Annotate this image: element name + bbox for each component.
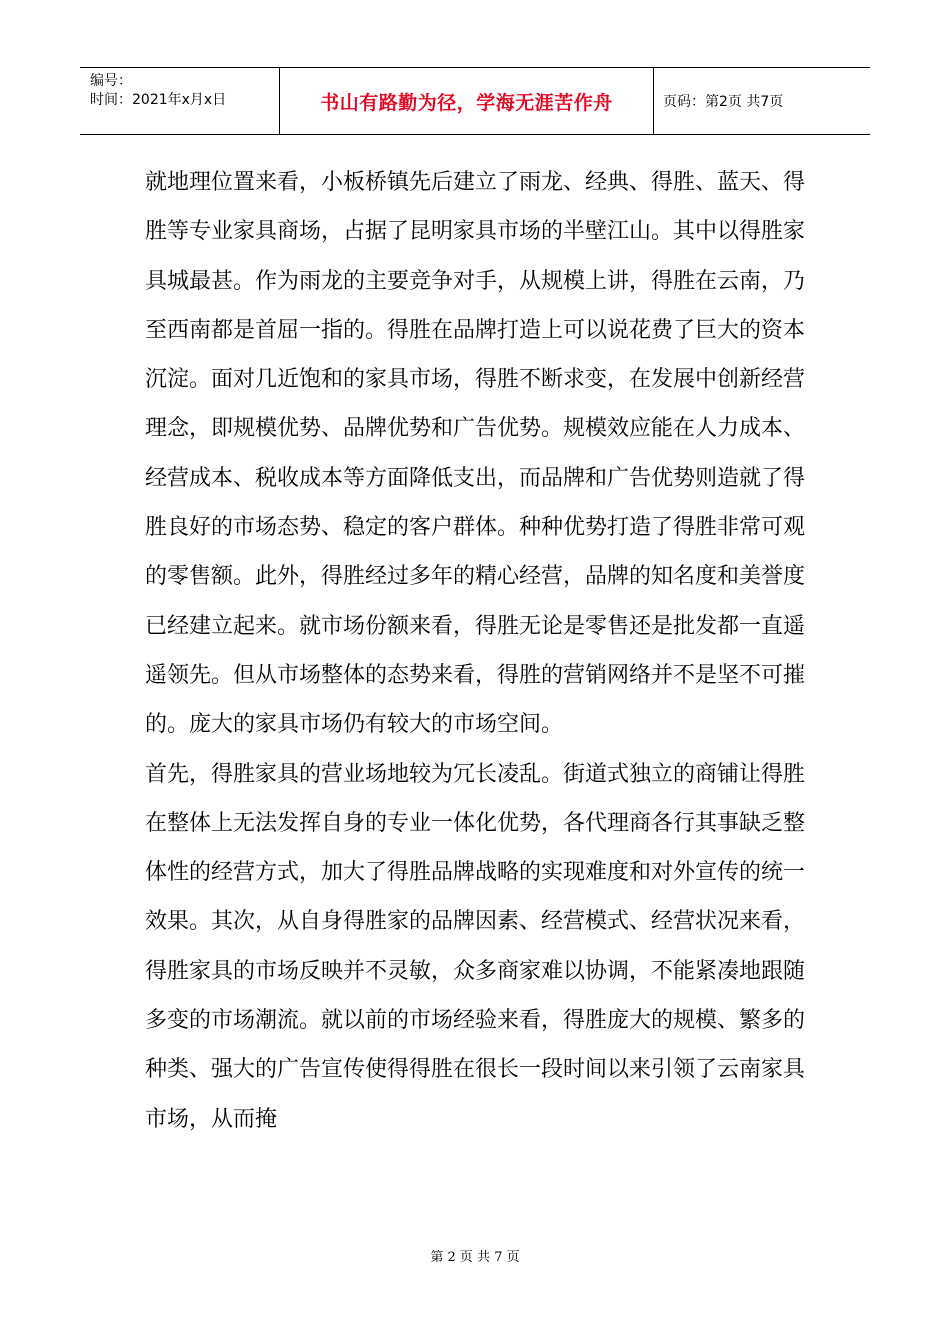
body-paragraph-1: 就地理位置来看，小板桥镇先后建立了雨龙、经典、得胜、蓝天、得胜等专业家具商场，占据了昆明家具市场的半壁江山。其中以得胜家具城最甚。作为雨龙的主要竞争对手，从规模上讲，得胜在云南，乃至西南都是首屈一指的。得胜在品牌打造上可以说花费了巨大的资本沉淀。面对几近饱和的家具市场，得胜不断求变，在发展中创新经营理念，即规模优势、品牌优势和广告优势。规模效应能在人力成本、经营成本、税收成本等方面降低支出，而品牌和广告优势则造就了得胜良好的市场态势、稳定的客户群体。种种优势打造了得胜非常可观的零售额。此外，得胜经过多年的精心经营，品牌的知名度和美誉度已经建立起来。就市场份额来看，得胜无论是零售还是批发都一直遥遥领先。但从市场整体的态势来看，得胜的营销网络并不是坚不可摧的。庞大的家具市场仍有较大的市场空间。 xyxy=(145,170,806,738)
page-footer: 第 2 页 共 7 页 xyxy=(430,1250,520,1265)
page-header xyxy=(80,67,870,135)
document-body xyxy=(145,158,805,1144)
body-paragraph-2: 首先，得胜家具的营业场地较为冗长凌乱。街道式独立的商铺让得胜在整体上无法发挥自身的专业一体化优势，各代理商各行其事缺乏整体性的经营方式，加大了得胜品牌战略的实现难度和对外宣传的统一效果。其次，从自身得胜家的品牌因素、经营模式、经营状况来看，得胜家具的市场反映并不灵敏，众多商家难以协调，不能紧凑地跟随多变的市场潮流。就以前的市场经验来看，得胜庞大的规模、繁多的种类、强大的广告宣传使得得胜在很长一段时间以来引领了云南家具市场，从而掩 xyxy=(145,761,806,1132)
document-date: 时间：2021年x月x日 xyxy=(90,92,227,108)
header-motto: 书山有路勤为径，学海无涯苦作舟 xyxy=(280,68,654,134)
header-page-info: 页码：第2页 共7页 xyxy=(663,94,784,110)
document-number-label: 编号： xyxy=(90,73,132,89)
header-meta xyxy=(80,68,280,134)
